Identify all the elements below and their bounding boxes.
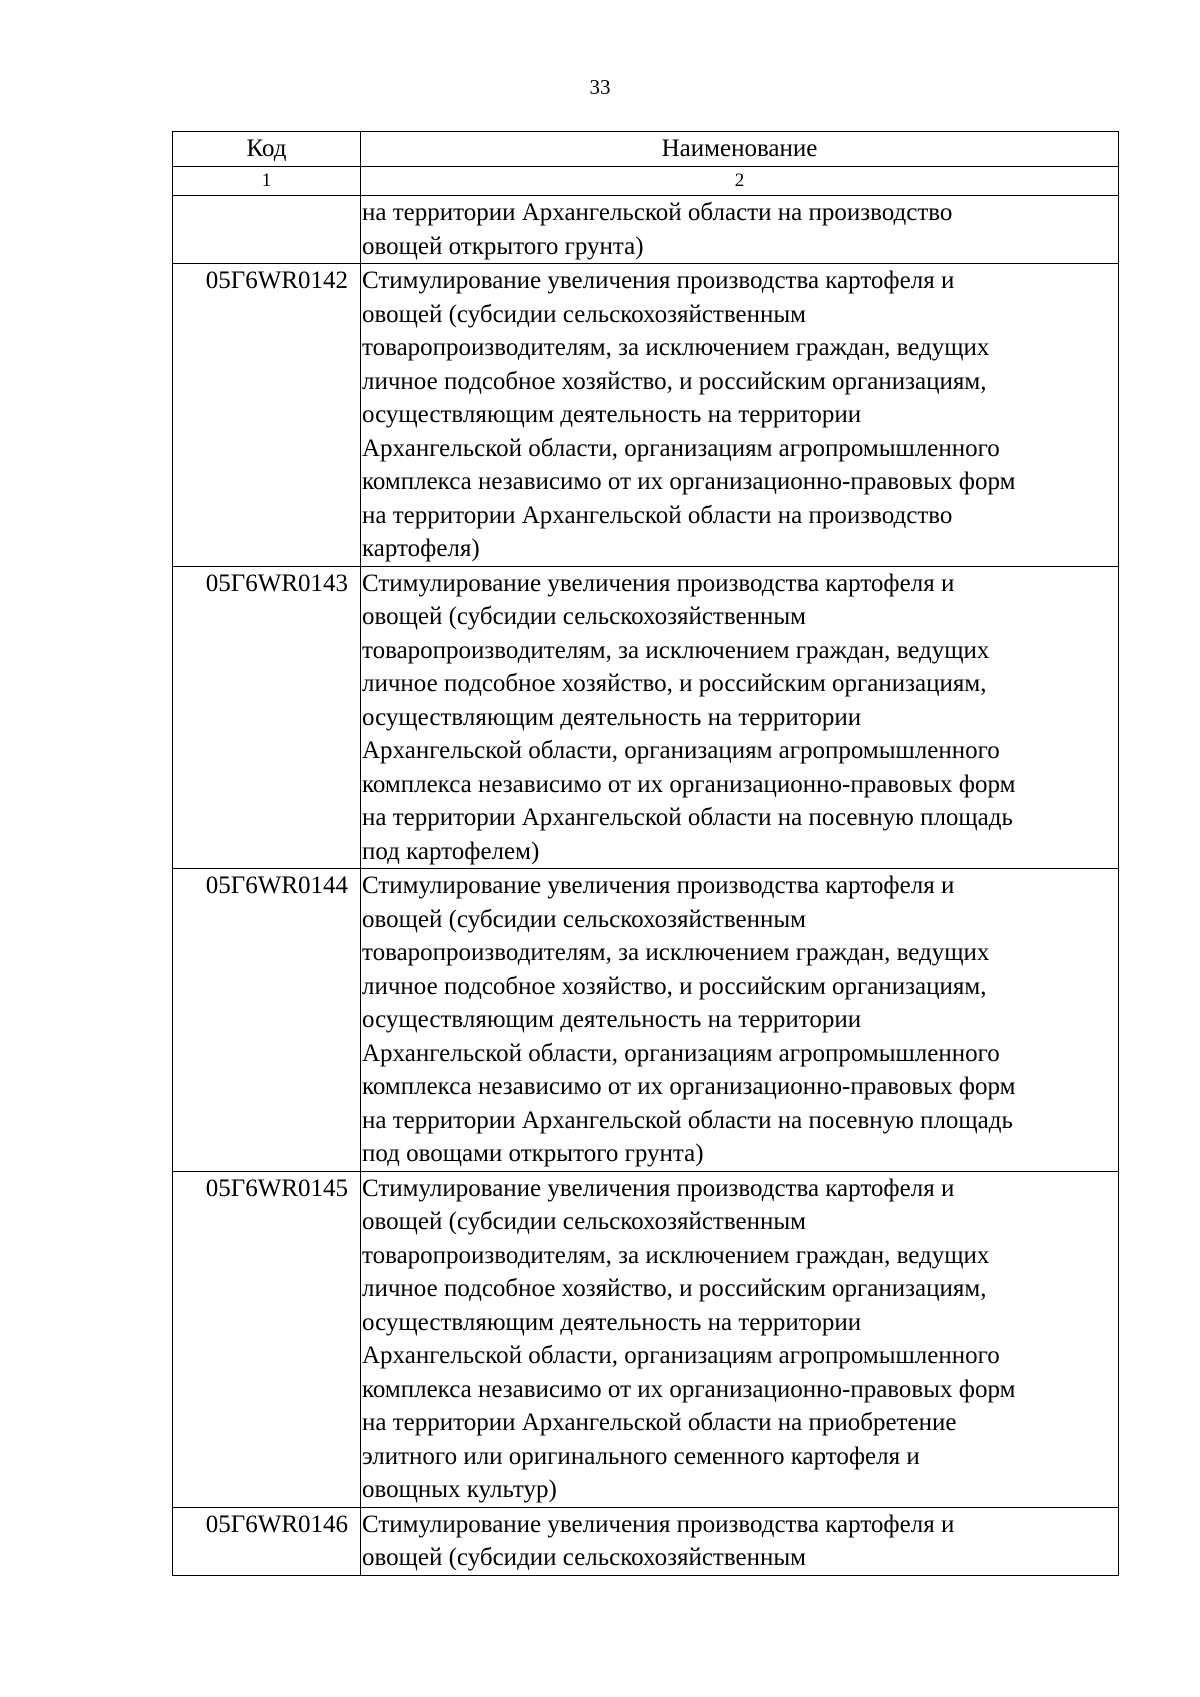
row-code: 05Г6WR0142 [173,264,361,567]
table-row [173,1171,1119,1507]
row-name: Стимулирование увеличения производства картофеля и овощей (субсидии сельскохозяйственным [361,1507,1119,1575]
row-code: 05Г6WR0144 [173,869,361,1172]
row-code: 05Г6WR0143 [173,566,361,869]
column-number-row [173,167,1119,196]
table-body [173,196,1119,1576]
header-name: Наименование [361,132,1119,167]
column-number-2: 2 [361,167,1119,196]
row-code [173,196,361,264]
table-row [173,1507,1119,1575]
row-code: 05Г6WR0145 [173,1171,361,1507]
table-row [173,566,1119,869]
row-name: Стимулирование увеличения производства картофеля и овощей (субсидии сельскохозяйственным товаропроизводителям, за исключением граждан, ведущих личное подсобное хозяйство, и российским организациям, осуществляющим деятельность на территории Архангельской области, организациям агропромышленного комплекса независимо от их организационно-правовых форм на территории Архангельской области на посевную площадь под овощами открытого грунта) [361,869,1119,1172]
table-row [173,196,1119,264]
row-name: Стимулирование увеличения производства картофеля и овощей (субсидии сельскохозяйственным товаропроизводителям, за исключением граждан, ведущих личное подсобное хозяйство, и российским организациям, осуществляющим деятельность на территории Архангельской области, организациям агропромышленного комплекса независимо от их организационно-правовых форм на территории Архангельской области на приобретение элитного или оригинального семенного картофеля и овощных культур) [361,1171,1119,1507]
budget-code-table [172,131,1119,1576]
row-name: Стимулирование увеличения производства картофеля и овощей (субсидии сельскохозяйственным товаропроизводителям, за исключением граждан, ведущих личное подсобное хозяйство, и российским организациям, осуществляющим деятельность на территории Архангельской области, организациям агропромышленного комплекса независимо от их организационно-правовых форм на территории Архангельской области на производство картофеля) [361,264,1119,567]
header-code: Код [173,132,361,167]
table-row [173,264,1119,567]
table-row [173,869,1119,1172]
table-header [173,132,1119,196]
row-name: Стимулирование увеличения производства картофеля и овощей (субсидии сельскохозяйственным товаропроизводителям, за исключением граждан, ведущих личное подсобное хозяйство, и российским организациям, осуществляющим деятельность на территории Архангельской области, организациям агропромышленного комплекса независимо от их организационно-правовых форм на территории Архангельской области на посевную площадь под картофелем) [361,566,1119,869]
column-number-1: 1 [173,167,361,196]
row-code: 05Г6WR0146 [173,1507,361,1575]
page-number: 33 [589,75,611,99]
row-name: на территории Архангельской области на производство овощей открытого грунта) [361,196,1119,264]
header-row [173,132,1119,167]
